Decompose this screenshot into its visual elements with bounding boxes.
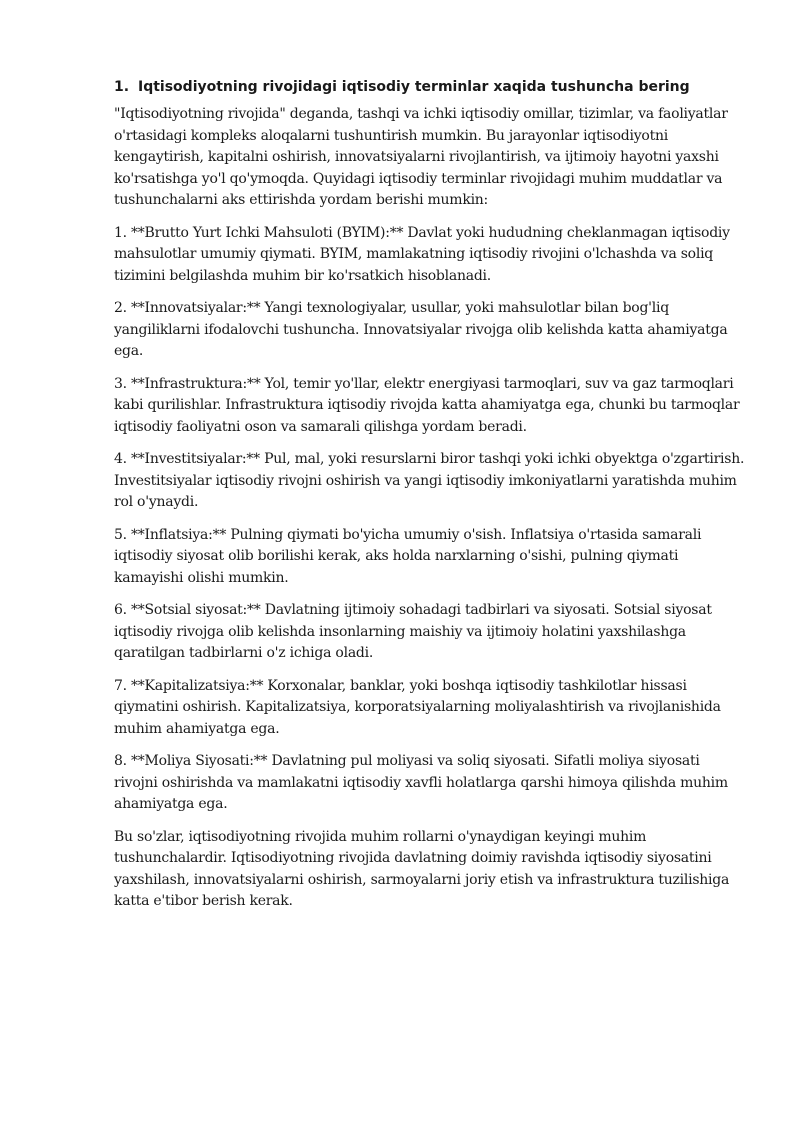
term-investitsiyalar-paragraph: 4. **Investitsiyalar:** Pul, mal, yoki resurslarni biror tashqi yoki ichki obyektga o'zgartirish. Investitsiyalar iqtisodiy rivojni oshirish va yangi iqtisodiy imkoniyatlarni yaratishda muhim rol o'ynaydi. [114, 451, 745, 510]
term-byim-paragraph: 1. **Brutto Yurt Ichki Mahsuloti (BYIM):** Davlat yoki hududning cheklanmagan iqtisodiy mahsulotlar umumiy qiymati. BYIM, mamlakatning iqtisodiy rivojini o'lchashda va soliq tizimini belgilashda muhim bir ko'rsatkich hisoblanadi. [114, 224, 730, 284]
conclusion-paragraph: Bu so'zlar, iqtisodiyotning rivojida muhim rollarni o'ynaydigan keyingi muhim tushunchalardir. Iqtisodiyotning rivojida davlatning doimiy ravishda iqtisodiy siyosatini yaxshilash, innovatsiyalarni oshirish, sarmoyalarni joriy etish va infrastruktura tuzilishiga katta e'tibor berish kerak. [114, 828, 730, 909]
document-page [114, 76, 746, 924]
heading-text: Iqtisodiyotning rivojidagi iqtisodiy terminlar xaqida tushuncha bering [138, 79, 690, 95]
term-moliya-siyosati-paragraph: 8. **Moliya Siyosati:** Davlatning pul moliyasi va soliq siyosati. Sifatli moliya siyosati rivojni oshirishda va mamlakatni iqtisodiy xavfli holatlarga qarshi himoya qilishda muhim ahamiyatga ega. [114, 753, 728, 812]
heading-number: 1. [114, 79, 130, 95]
intro-paragraph: "Iqtisodiyotning rivojida" deganda, tashqi va ichki iqtisodiy omillar, tizimlar, va faoliyatlar o'rtasidagi kompleks aloqalarni tushuntirish mumkin. Bu jarayonlar iqtisodiyotni kengaytirish, kapitalni oshirish, innovatsiyalarni rivojlantirish, va ijtimoiy hayotni yaxshi ko'rsatishga yo'l qo'ymoqda. Quyidagi iqtisodiy terminlar rivojidagi muhim muddatlar va tushunchalarni aks ettirishda yordam berishi mumkin: [114, 106, 728, 208]
term-innovatsiyalar-paragraph: 2. **Innovatsiyalar:** Yangi texnologiyalar, usullar, yoki mahsulotlar bilan bog'liq yangiliklarni ifodalovchi tushuncha. Innovatsiyalar rivojga olib kelishda katta ahamiyatga ega. [114, 300, 728, 359]
term-infrastruktura-paragraph: 3. **Infrastruktura:** Yol, temir yo'llar, elektr energiyasi tarmoqlari, suv va gaz tarmoqlari kabi qurilishlar. Infrastruktura iqtisodiy rivojda katta ahamiyatga ega, chunki bu tarmoqlar iqtisodiy faoliyatni oson va samarali qilishga yordam beradi. [114, 375, 740, 435]
term-kapitalizatsiya-paragraph: 7. **Kapitalizatsiya:** Korxonalar, banklar, yoki boshqa iqtisodiy tashkilotlar hissasi qiymatini oshirish. Kapitalizatsiya, korporatsiyalarning moliyalashtirish va rivojlanishida muhim ahamiyatga ega. [114, 677, 721, 737]
term-inflatsiya-paragraph: 5. **Inflatsiya:** Pulning qiymati bo'yicha umumiy o'sish. Inflatsiya o'rtasida samarali iqtisodiy siyosat olib borilishi kerak, aks holda narxlarning o'sishi, pulning qiymati kamayishi olishi mumkin. [114, 526, 702, 586]
section-heading [114, 76, 746, 98]
term-sotsial-siyosat-paragraph: 6. **Sotsial siyosat:** Davlatning ijtimoiy sohadagi tadbirlari va siyosati. Sotsial siyosat iqtisodiy rivojga olib kelishda insonlarning maishiy va ijtimoiy holatini yaxshilashga qaratilgan tadbirlarni o'z ichiga oladi. [114, 602, 712, 661]
